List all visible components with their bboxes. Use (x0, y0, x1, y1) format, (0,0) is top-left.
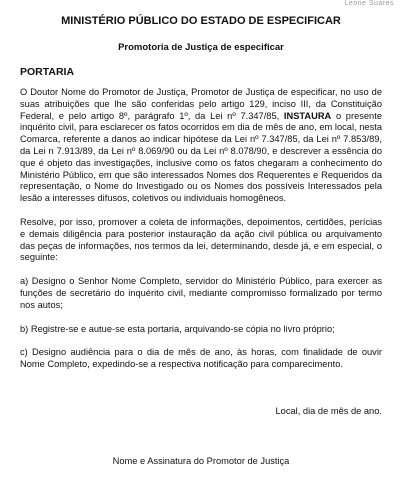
document-page (20, 14, 382, 467)
signature-line: Nome e Assinatura do Promotor de Justiça (112, 455, 290, 466)
document-title: MINISTÉRIO PÚBLICO DO ESTADO DE ESPECIFICAR (61, 15, 341, 27)
item-a-paragraph: a) Designo o Senhor Nome Completo, servidor do Ministério Público, para exercer as funções de secretário do inquérito civil, mediante compromisso formalizado por termo nos autos; (20, 276, 382, 310)
document-heading: PORTARIA (20, 66, 75, 78)
intro-text-end: o presente inquérito civil, para esclarecer os fatos ocorridos em dia de mês de ano, em local, nesta Comarca, referente a danos ao indicar hipótese da Lei nº 7.347/85, da Lei nº 7.853/89, da Lei n 7.913/89, da Lei nº 8.069/90 ou da Lei nº 8.078/90, e descrever a essência do que é objeto das investigações, inclusive como os fatos chegaram a conhecimento do Ministério Público, em que são interessados Nomes dos Requerentes e Requeridos da representação, o Nome do Investigado ou os Nomes dos possíveis Interessados pela lesão a interesses difusos, coletivos ou individuais homogêneos. (20, 110, 382, 204)
instaura-keyword: INSTAURA (283, 110, 332, 121)
intro-paragraph (20, 87, 382, 205)
resolve-paragraph: Resolve, por isso, promover a coleta de informações, depoimentos, certidões, perícias e demais diligência para posterior instauração da ação civil pública ou arquivamento das peças de informações, nos termos da lei, determinando, desde já, e em especial, o seguinte: (20, 216, 382, 263)
corner-watermark: Leone Suares (344, 0, 394, 7)
document-subtitle: Promotoria de Justiça de especificar (118, 42, 284, 53)
intro-text-start: O Doutor Nome do Promotor de Justiça, Promotor de Justiça de especificar, no uso de suas atribuições que lhe são conferidas pelo artigo 129, inciso III, da Constituição Federal, e pelo artigo 8º, parágrafo 1º, da Lei nº 7.347/85, (20, 87, 382, 121)
item-c-paragraph: c) Designo audiência para o dia de mês de ano, às horas, com finalidade de ouvir Nome Completo, expedindo-se a respectiva notificação para comparecimento. (20, 347, 382, 370)
item-b-paragraph: b) Registre-se e autue-se esta portaria, arquivando-se cópia no livro próprio; (20, 323, 335, 334)
closing-place-date: Local, dia de mês de ano. (275, 405, 382, 416)
